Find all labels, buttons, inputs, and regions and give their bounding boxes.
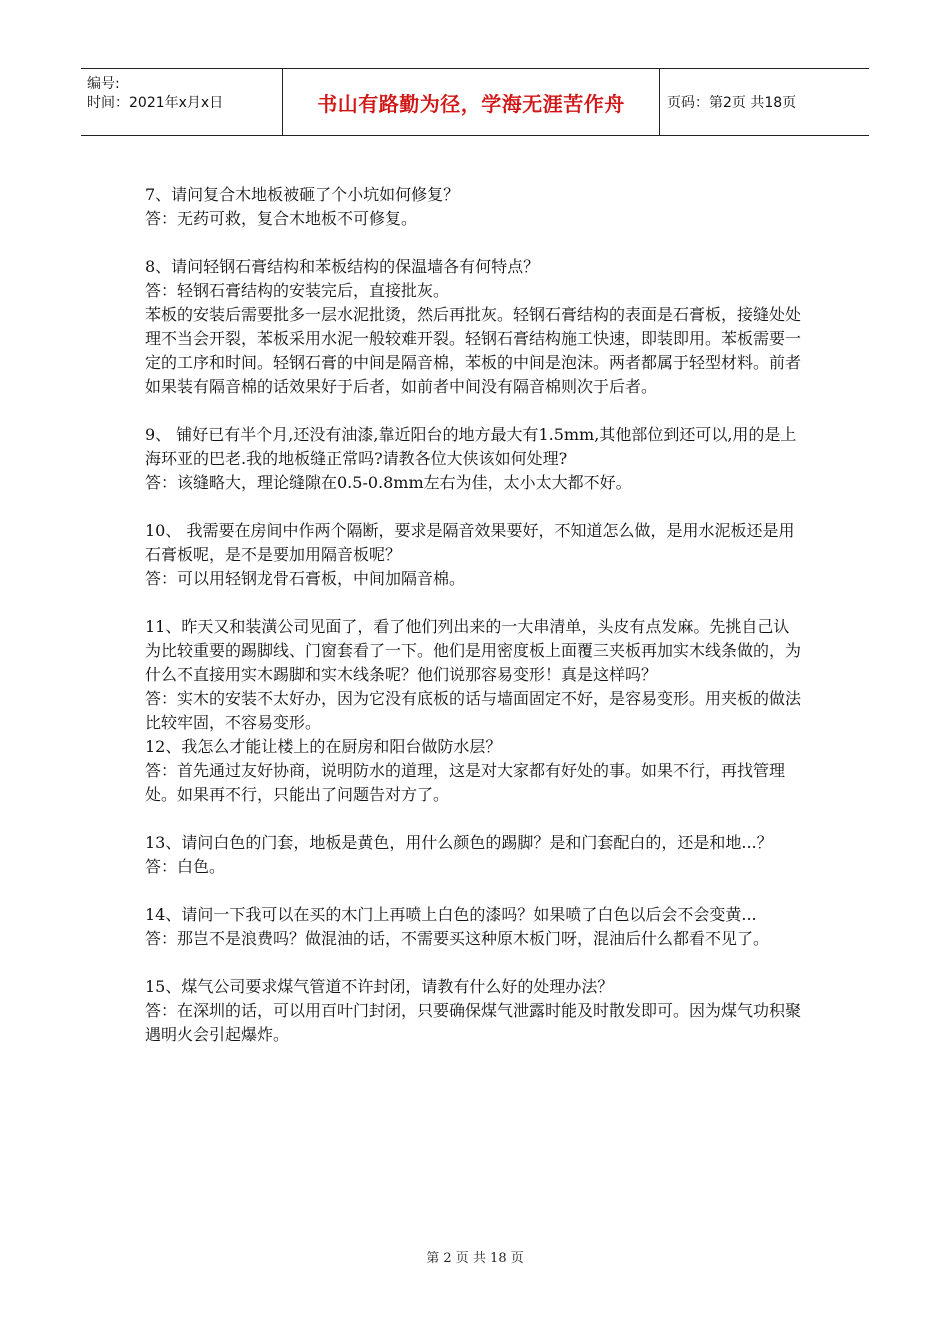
question: 14、请问一下我可以在买的木门上再喷上白色的漆吗？如果喷了白色以后会不会变黄... <box>145 905 757 924</box>
question: 11、昨天又和装潢公司见面了，看了他们列出来的一大串清单，头皮有点发麻。先挑自己认为比较重要的踢脚线、门窗套看了一下。他们是用密度板上面覆三夹板再加实木线条做的，为什么不直接用实木踢脚和实木线条呢？他们说那容易变形！真是这样吗？ <box>145 617 802 684</box>
qa-item-15 <box>145 975 805 1047</box>
question: 12、我怎么才能让楼上的在厨房和阳台做防水层？ <box>145 737 502 756</box>
header-motto: 书山有路勤为径，学海无涯苦作舟 <box>283 69 660 135</box>
answer: 答：那岂不是浪费吗？做混油的话，不需要买这种原木板门呀，混油后什么都看不见了。 <box>145 929 770 948</box>
answer: 答：白色。 <box>145 857 226 876</box>
answer: 答：实木的安装不太好办，因为它没有底板的话与墙面固定不好，是容易变形。用夹板的做法比较牢固，不容易变形。 <box>145 689 802 732</box>
page-footer: 第 2 页 共 18 页 <box>426 1251 524 1266</box>
answer: 答：在深圳的话，可以用百叶门封闭，只要确保煤气泄露时能及时散发即可。因为煤气功积聚遇明火会引起爆炸。 <box>145 1001 802 1044</box>
question: 8、请问轻钢石膏结构和苯板结构的保温墙各有何特点？ <box>145 257 540 276</box>
question: 9、 铺好已有半个月,还没有油漆,靠近阳台的地方最大有1.5mm,其他部位到还可以,用的是上海环亚的巴老.我的地板缝正常吗?请教各位大侠该如何处理? <box>145 425 797 468</box>
qa-item-8 <box>145 255 805 399</box>
header-page-info: 页码：第2页 共18页 <box>667 95 797 111</box>
answer: 答：该缝略大，理论缝隙在0.5-0.8mm左右为佳，太小太大都不好。 <box>145 473 632 492</box>
question: 13、请问白色的门套，地板是黄色，用什么颜色的踢脚？是和门套配白的，还是和地...？ <box>145 833 773 852</box>
document-header <box>81 68 869 136</box>
question: 7、请问复合木地板被砸了个小坑如何修复？ <box>145 185 460 204</box>
qa-item-12 <box>145 735 805 807</box>
question: 15、煤气公司要求煤气管道不许封闭，请教有什么好的处理办法？ <box>145 977 614 996</box>
qa-item-10 <box>145 519 805 591</box>
qa-item-14 <box>145 903 805 951</box>
answer-detail: 苯板的安装后需要批多一层水泥批烫，然后再批灰。轻钢石膏结构的表面是石膏板，接缝处处理不当会开裂，苯板采用水泥一般较难开裂。轻钢石膏结构施工快速，即装即用。苯板需要一定的工序和时间。轻钢石膏的中间是隔音棉，苯板的中间是泡沫。两者都属于轻型材料。前者如果装有隔音棉的话效果好于后者，如前者中间没有隔音棉则次于后者。 <box>145 305 802 396</box>
question: 10、 我需要在房间中作两个隔断，要求是隔音效果要好，不知道怎么做，是用水泥板还是用石膏板呢，是不是要加用隔音板呢？ <box>145 521 795 564</box>
answer: 答：轻钢石膏结构的安装完后，直接批灰。 <box>145 281 450 300</box>
document-body <box>145 183 805 1047</box>
time-label: 时间：2021年x月x日 <box>87 95 224 111</box>
qa-item-11 <box>145 615 805 735</box>
answer: 答：可以用轻钢龙骨石膏板，中间加隔音棉。 <box>145 569 466 588</box>
qa-item-9 <box>145 423 805 495</box>
qa-item-13 <box>145 831 805 879</box>
qa-item-7 <box>145 183 805 231</box>
answer: 答：无药可救，复合木地板不可修复。 <box>145 209 418 228</box>
number-label: 编号: <box>87 76 120 92</box>
answer: 答：首先通过友好协商，说明防水的道理，这是对大家都有好处的事。如果不行，再找管理处。如果再不行，只能出了问题告对方了。 <box>145 761 786 804</box>
header-meta <box>81 69 283 135</box>
